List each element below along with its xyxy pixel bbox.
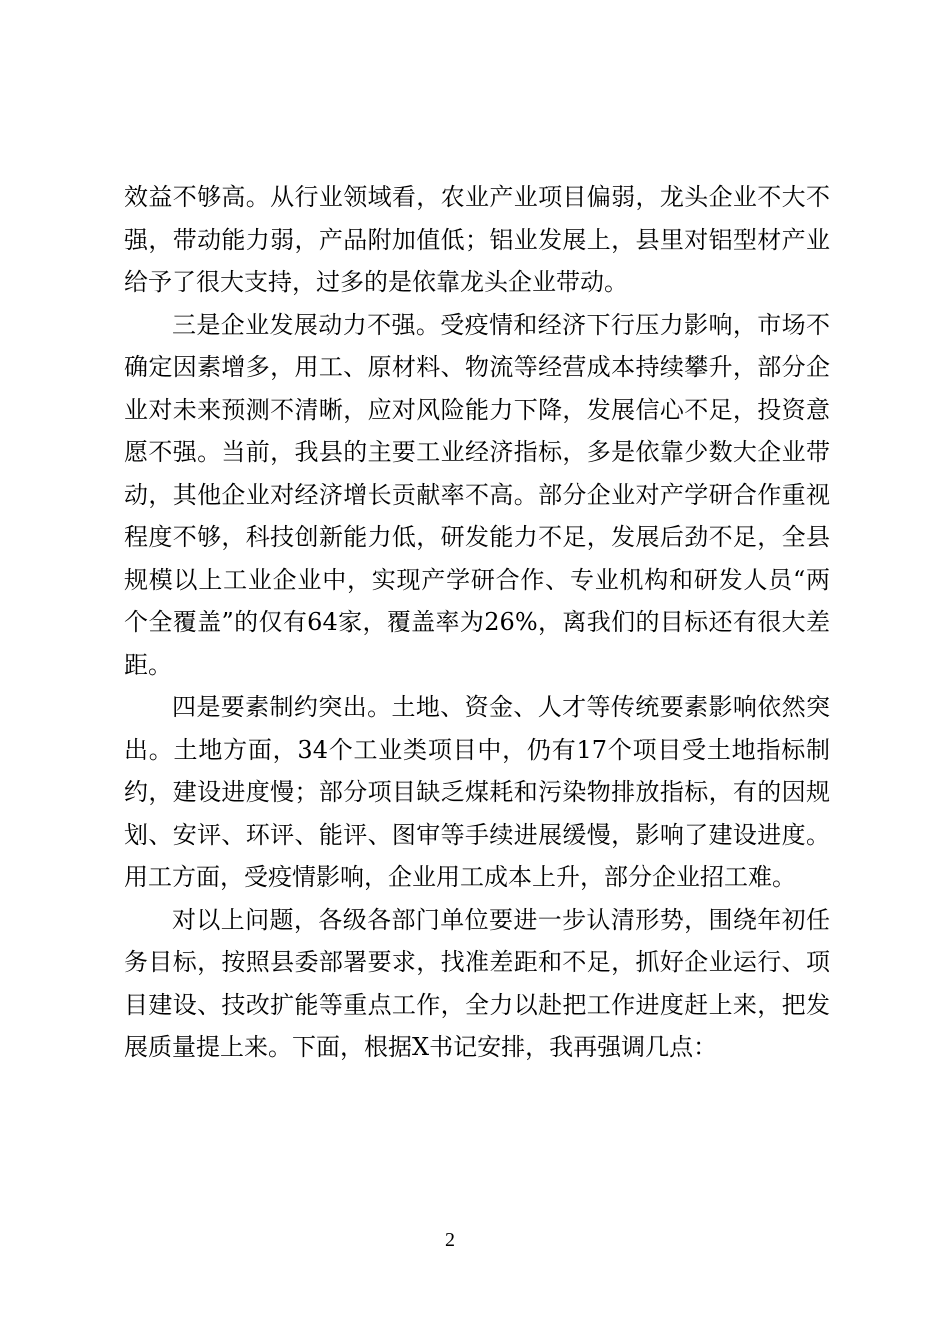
paragraph-continuation: 效益不够高。从行业领域看，农业产业项目偏弱，龙头企业不大不强，带动能力弱，产品附加值低；铝业发展上，县里对铝型材产业给予了很大支持，过多的是依靠龙头企业带动。 <box>124 183 830 296</box>
page-footer <box>0 1229 950 1252</box>
paragraph-point-four: 四是要素制约突出。土地、资金、人才等传统要素影响依然突出。土地方面，34个工业类项目中，仍有17个项目受土地指标制约，建设进度慢；部分项目缺乏煤耗和污染物排放指标，有的因规划、安评、环评、能评、图审等手续进展缓慢，影响了建设进度。用工方面，受疫情影响，企业用工成本上升，部分企业招工难。 <box>124 693 830 891</box>
page-number: 2 <box>445 1229 455 1251</box>
document-body <box>124 176 830 1069</box>
paragraph-point-three: 三是企业发展动力不强。受疫情和经济下行压力影响，市场不确定因素增多，用工、原材料、物流等经营成本持续攀升，部分企业对未来预测不清晰，应对风险能力下降，发展信心不足，投资意愿不强。当前，我县的主要工业经济指标，多是依靠少数大企业带动，其他企业对经济增长贡献率不高。部分企业对产学研合作重视程度不够，科技创新能力低，研发能力不足，发展后劲不足，全县规模以上工业企业中，实现产学研合作、专业机构和研发人员“两个全覆盖”的仅有64家，覆盖率为26%，离我们的目标还有很大差距。 <box>124 310 830 679</box>
paragraph-closing: 对以上问题，各级各部门单位要进一步认清形势，围绕年初任务目标，按照县委部署要求，找准差距和不足，抓好企业运行、项目建设、技改扩能等重点工作，全力以赴把工作进度赶上来，把发展质量提上来。下面，根据X书记安排，我再强调几点： <box>124 905 830 1061</box>
